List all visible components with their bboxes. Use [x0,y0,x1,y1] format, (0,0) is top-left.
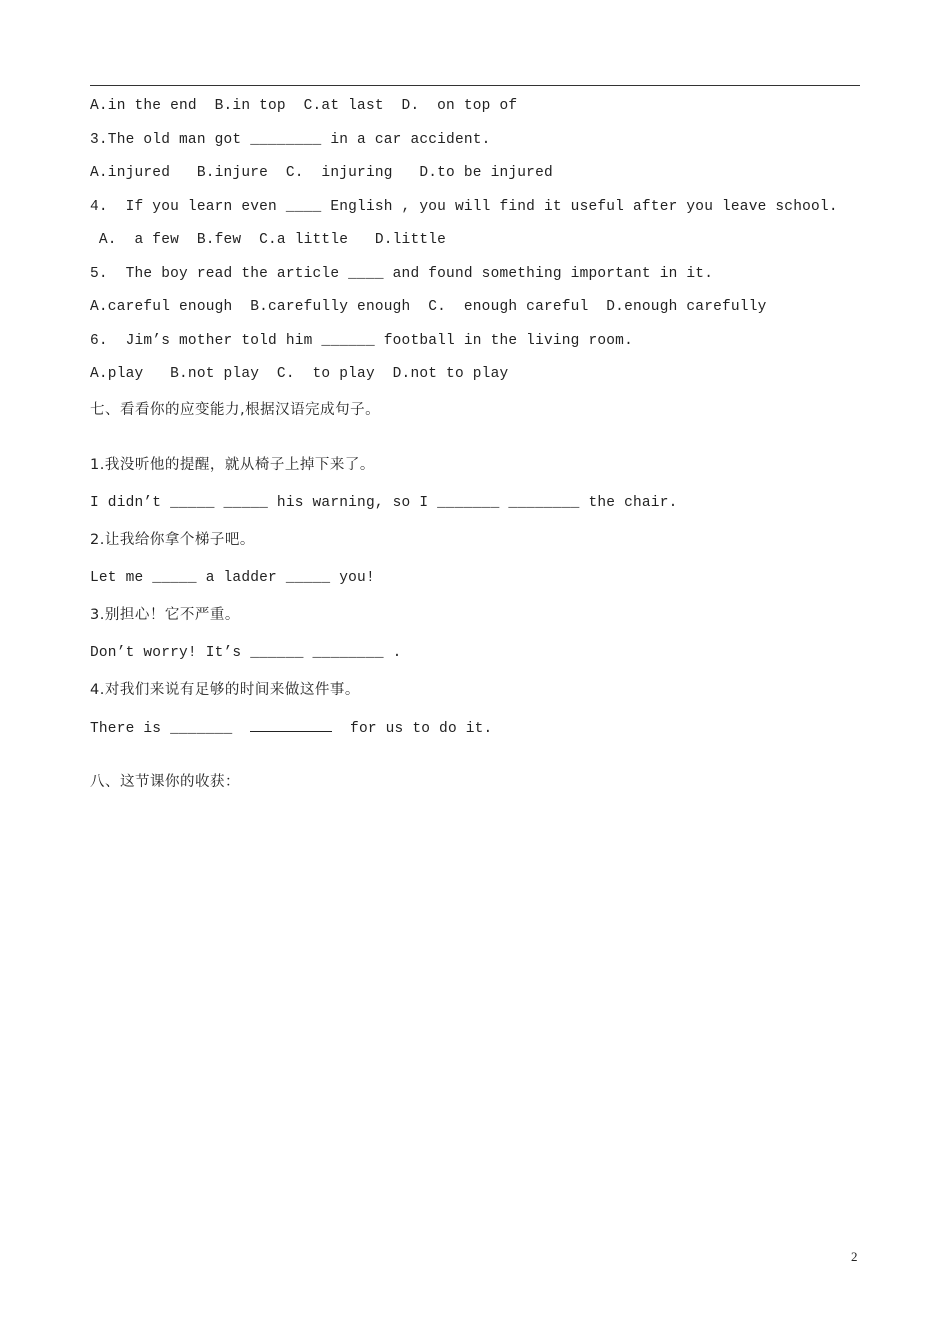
q5-options: A.careful enough B.carefully enough C. enough careful D.enough carefully [90,299,767,315]
s7-q1-english: I didn’t _____ _____ his warning, so I _______ ________ the chair. [90,495,678,511]
header-rule [90,85,860,86]
s7-q3-english: Don’t worry! It’s ______ ________ . [90,645,402,661]
section8-title: 八、这节课你的收获： [90,774,240,790]
q4-question: 4. If you learn even ____ English , you will find it useful after you leave school. [90,199,838,215]
s7-q3-chinese: 3.别担心！它不严重。 [90,607,240,623]
s7-q4-english [90,718,492,738]
q4-options: A. a few B.few C.a little D.little [90,232,447,248]
q3-options: A.injured B.injure C. injuring D.to be injured [90,165,553,181]
s7-q4-english-end: for us to do it. [332,721,493,737]
section7-title: 七、看看你的应变能力,根据汉语完成句子。 [90,402,381,418]
q3-question: 3.The old man got ________ in a car accident. [90,132,491,148]
q5-question: 5. The boy read the article ____ and found something important in it. [90,266,714,282]
s7-q4-chinese: 4.对我们来说有足够的时间来做这件事。 [90,682,360,698]
s7-q2-english: Let me _____ a ladder _____ you! [90,570,375,586]
s7-q4-english-start: There is _______ [90,721,251,737]
page-number: 2 [851,1249,858,1264]
q2-options: A.in the end B.in top C.at last D. on top of [90,98,518,114]
q6-question: 6. Jim’s mother told him ______ football in the living room. [90,333,633,349]
s7-q2-chinese: 2.让我给你拿个梯子吧。 [90,532,255,548]
q6-options: A.play B.not play C. to play D.not to play [90,366,509,382]
s7-q1-chinese: 1.我没听他的提醒，就从椅子上掉下来了。 [90,457,375,473]
s7-q4-blank [250,718,332,732]
